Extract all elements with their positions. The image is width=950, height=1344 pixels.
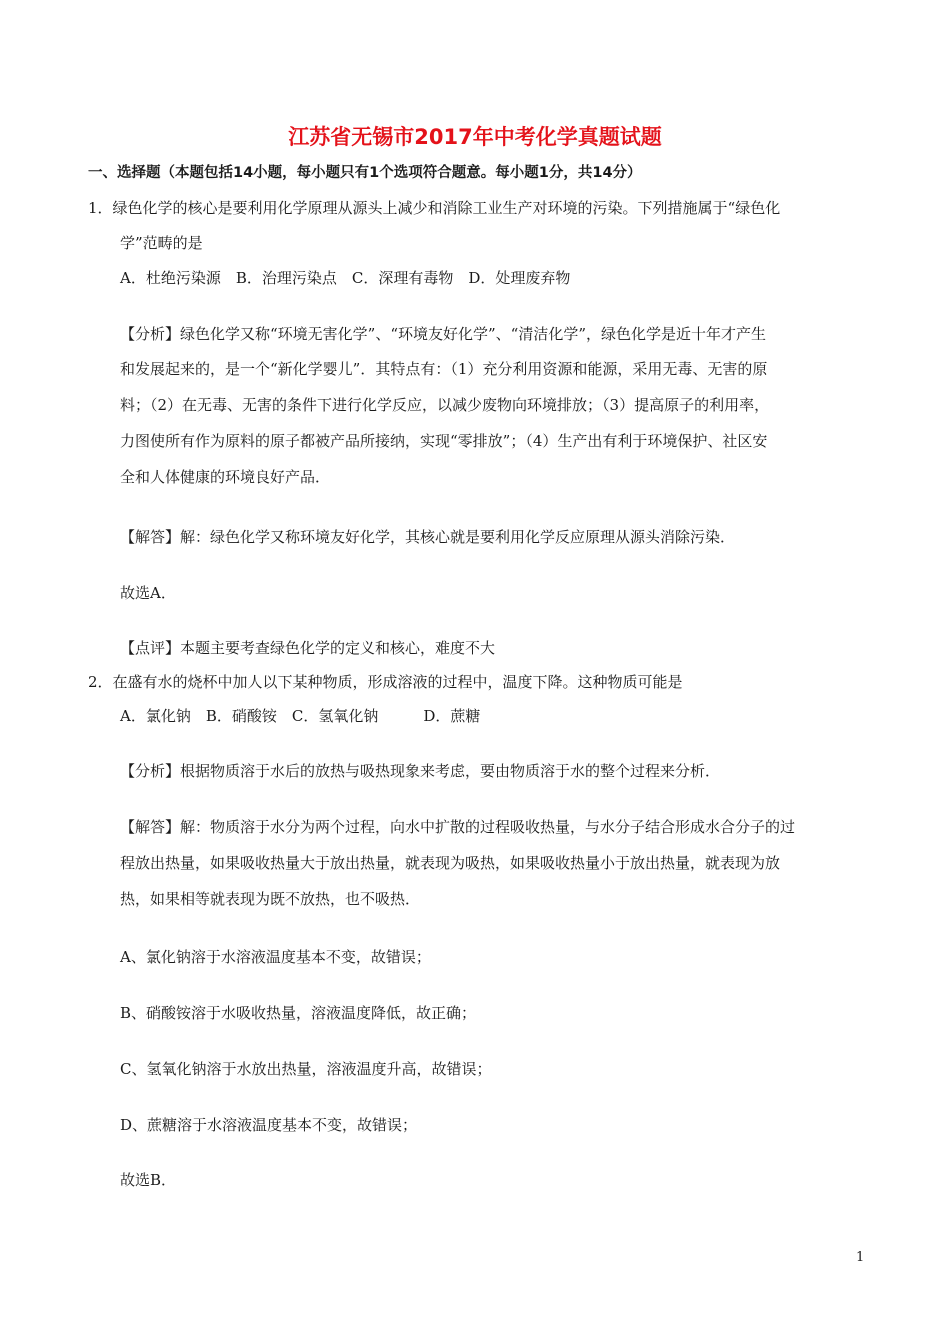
q1-analysis-line: 【分析】绿色化学又称“环境无害化学”、“环境友好化学”、“清洁化学”，绿色化学是近十年才产生	[120, 325, 767, 343]
q2-answer-line: 【解答】解：物质溶于水分为两个过程，向水中扩散的过程吸收热量，与水分子结合形成水合分子的过	[120, 818, 796, 836]
q2-analysis: 【分析】根据物质溶于水后的放热与吸热现象来考虑，要由物质溶于水的整个过程来分析．	[120, 762, 721, 780]
q1-choice: 故选A．	[120, 584, 176, 602]
q1-analysis-line: 和发展起来的，是一个“新化学婴儿”．其特点有：（1）充分利用资源和能源，采用无毒、无害的原	[120, 360, 768, 378]
q2-answer-line: 程放出热量，如果吸收热量大于放出热量，就表现为吸热，如果吸收热量小于放出热量，就表现为放	[120, 854, 781, 872]
q2-explain-b: B、硝酸铵溶于水吸收热量，溶液温度降低，故正确；	[120, 1004, 477, 1022]
q1-stem-line1: 1．绿色化学的核心是要利用化学原理从源头上减少和消除工业生产对环境的污染。下列措施属于“绿色化	[88, 199, 781, 217]
q1-stem-line2: 学”范畴的是	[120, 234, 203, 252]
q2-answer-line: 热，如果相等就表现为既不放热，也不吸热．	[120, 890, 421, 908]
q1-options: A．杜绝污染源 B．治理污染点 C．深理有毒物 D．处理废弃物	[120, 269, 571, 287]
q1-answer: 【解答】解：绿色化学又称环境友好化学，其核心就是要利用化学反应原理从源头消除污染．	[120, 528, 736, 546]
q1-analysis-line: 力图使所有作为原料的原子都被产品所接纳，实现“零排放”；（4）生产出有利于环境保护、社区安	[120, 432, 768, 450]
q2-options: A．氯化钠 B．硝酸铵 C．氢氧化钠 D．蔗糖	[120, 707, 481, 725]
q2-explain-a: A、氯化钠溶于水溶液温度基本不变，故错误；	[120, 948, 431, 966]
q2-choice: 故选B．	[120, 1171, 177, 1189]
page-title: 江苏省无锡市2017年中考化学真题试题	[288, 125, 662, 149]
q2-explain-d: D、蔗糖溶于水溶液温度基本不变，故错误；	[120, 1116, 418, 1134]
q1-analysis-line: 全和人体健康的环境良好产品．	[120, 468, 331, 486]
q1-analysis-line: 料；（2）在无毒、无害的条件下进行化学反应，以减少废物向环境排放；（3）提高原子的利用率，	[120, 396, 770, 414]
q2-explain-c: C、氢氧化钠溶于水放出热量，溶液温度升高，故错误；	[120, 1060, 492, 1078]
section-header: 一、选择题（本题包括14小题，每小题只有1个选项符合题意。每小题1分，共14分）	[88, 165, 642, 181]
q1-comment: 【点评】本题主要考查绿色化学的定义和核心，难度不大	[120, 639, 496, 657]
q2-stem: 2．在盛有水的烧杯中加人以下某种物质，形成溶液的过程中，温度下降。这种物质可能是	[88, 673, 683, 691]
page-number: 1	[856, 1250, 865, 1265]
